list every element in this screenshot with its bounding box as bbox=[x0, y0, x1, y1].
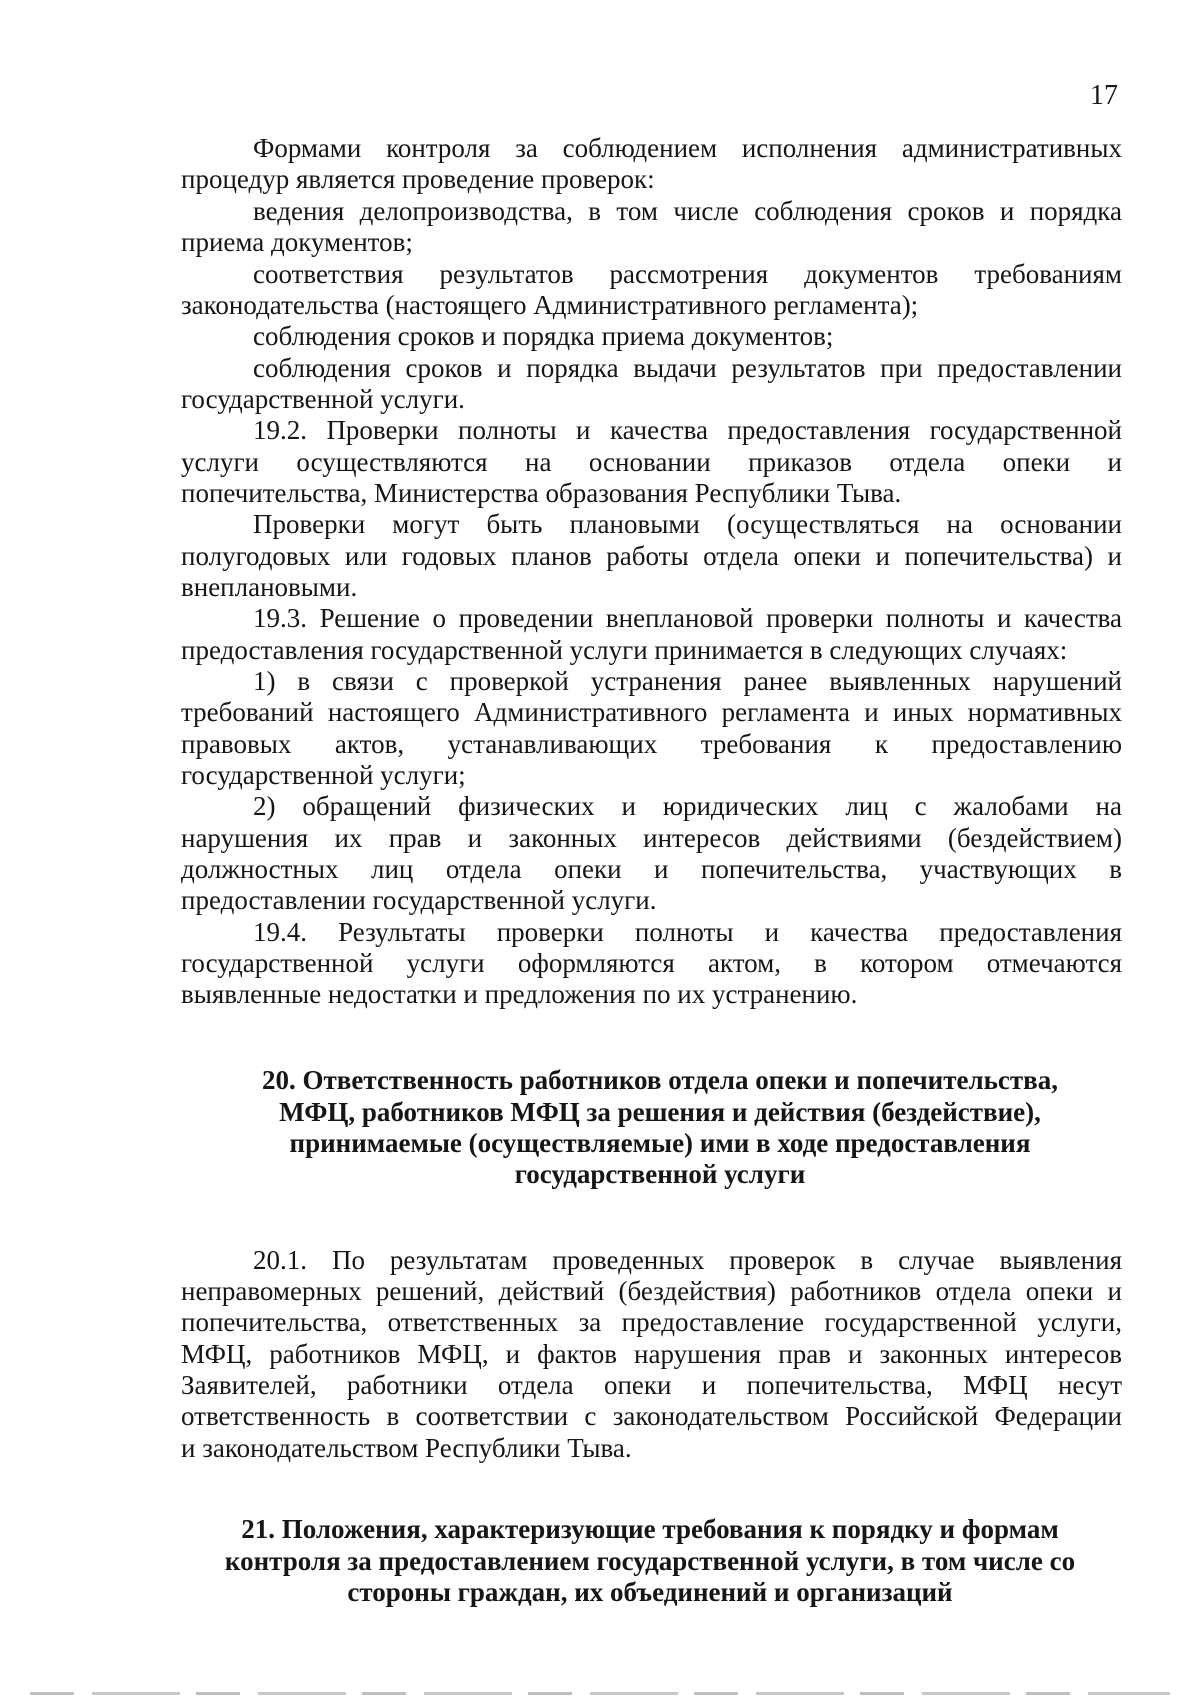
text-line: соответствия результатов рассмотрения документов требованиям bbox=[253, 259, 1122, 289]
text-line: Формами контроля за соблюдением исполнения административных bbox=[253, 133, 1122, 163]
text-line: соблюдения сроков и порядка приема документов; bbox=[253, 321, 834, 351]
page-number: 17 bbox=[1090, 80, 1118, 111]
text-line: законодательства (настоящего Административного регламента); bbox=[181, 290, 919, 320]
text-line: 2) обращений физических и юридических лиц с жалобами на bbox=[253, 791, 1122, 821]
text-line: правовых актов, устанавливающих требования к предоставлению bbox=[181, 729, 1122, 759]
heading-line: 20. Ответственность работников отдела опеки и попечительства, bbox=[262, 1065, 1058, 1095]
text-line: выявленные недостатки и предложения по их устранению. bbox=[181, 979, 858, 1009]
text-line: полугодовых или годовых планов работы отдела опеки и попечительства) и bbox=[181, 541, 1122, 571]
text-line: МФЦ, работников МФЦ, и фактов нарушения прав и законных интересов bbox=[181, 1339, 1122, 1369]
heading-line: 21. Положения, характеризующие требования к порядку и формам bbox=[241, 1514, 1059, 1544]
text-line: ответственность в соответствии с законодательством Российской Федерации bbox=[181, 1401, 1122, 1431]
text-line: государственной услуги; bbox=[181, 760, 466, 790]
text-line: должностных лиц отдела опеки и попечительства, участвующих в bbox=[181, 854, 1122, 884]
text-line: приема документов; bbox=[181, 227, 413, 257]
text-line: 1) в связи с проверкой устранения ранее выявленных нарушений bbox=[253, 666, 1122, 696]
text-line: государственной услуги. bbox=[181, 384, 465, 414]
text-line: Проверки могут быть плановыми (осуществляться на основании bbox=[253, 509, 1122, 539]
text-line: попечительства, ответственных за предоставление государственной услуги, bbox=[181, 1307, 1122, 1337]
heading-line: государственной услуги bbox=[514, 1159, 806, 1189]
text-line: 19.2. Проверки полноты и качества предоставления государственной bbox=[253, 415, 1122, 445]
text-line: требований настоящего Административного регламента и иных нормативных bbox=[181, 697, 1122, 727]
text-line: Заявителей, работники отдела опеки и попечительства, МФЦ несут bbox=[181, 1370, 1122, 1400]
text-line: 19.3. Решение о проведении внеплановой проверки полноты и качества bbox=[253, 603, 1122, 633]
text-line: предоставлении государственной услуги. bbox=[181, 885, 657, 915]
text-line: процедур является проведение проверок: bbox=[181, 164, 655, 194]
text-line: попечительства, Министерства образования Республики Тыва. bbox=[181, 478, 902, 508]
text-line: 20.1. По результатам проведенных проверок в случае выявления bbox=[253, 1245, 1122, 1275]
text-line: государственной услуги оформляются актом, в котором отмечаются bbox=[181, 948, 1122, 978]
text-line: услуги осуществляются на основании приказов отдела опеки и bbox=[181, 447, 1122, 477]
text-line: внеплановыми. bbox=[181, 572, 358, 602]
text-line: предоставления государственной услуги принимается в следующих случаях: bbox=[181, 635, 1068, 665]
text-line: неправомерных решений, действий (бездействия) работников отдела опеки и bbox=[181, 1276, 1122, 1306]
text-line: соблюдения сроков и порядка выдачи результатов при предоставлении bbox=[253, 353, 1122, 383]
heading-line: принимаемые (осуществляемые) ими в ходе предоставления bbox=[289, 1128, 1031, 1158]
heading-line: МФЦ, работников МФЦ за решения и действия (бездействие), bbox=[279, 1097, 1041, 1127]
text-line: и законодательством Республики Тыва. bbox=[181, 1433, 632, 1463]
scan-edge-artifact bbox=[30, 1692, 1170, 1695]
text-line: ведения делопроизводства, в том числе соблюдения сроков и порядка bbox=[253, 196, 1122, 226]
text-line: нарушения их прав и законных интересов действиями (бездействием) bbox=[181, 823, 1122, 853]
heading-line: контроля за предоставлением государственной услуги, в том числе со bbox=[224, 1546, 1076, 1576]
heading-line: стороны граждан, их объединений и организаций bbox=[347, 1577, 953, 1607]
text-line: 19.4. Результаты проверки полноты и качества предоставления bbox=[253, 917, 1122, 947]
